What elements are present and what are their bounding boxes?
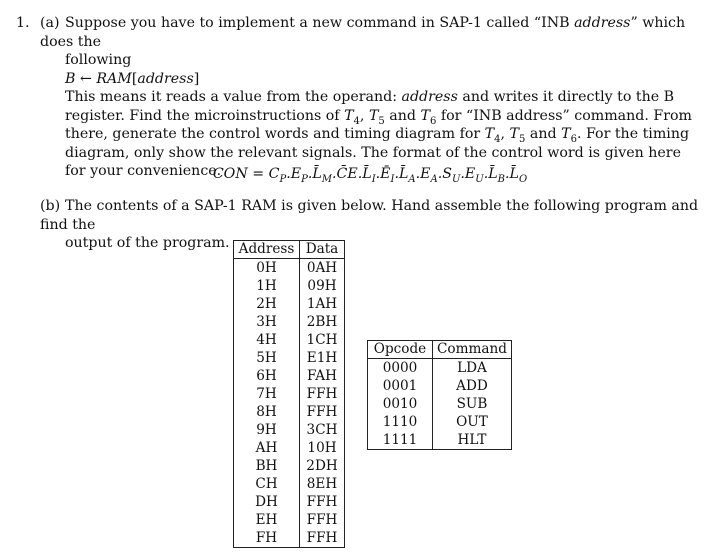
table-row: 1H 09H xyxy=(234,277,345,295)
ram-header-data: Data xyxy=(300,241,345,259)
table-row: EH FFH xyxy=(234,511,345,529)
control-word-format: CON = $C_P.E_P.L̄_M.C̄E.L̄_I.Ē_I.L̄_A.E_A.S_U.E_U.L̄_B.L̄_O$ xyxy=(212,166,528,185)
table-row: FH FFH xyxy=(234,529,345,548)
table-row: DH FFH xyxy=(234,493,345,511)
table-row: BH 2DH xyxy=(234,457,345,475)
table-row: 5H E1H xyxy=(234,349,345,367)
part-a: (a) Suppose you have to implement a new command in SAP-1 called “INB address” which does the following B ← RAM[address] This means it reads a value from the operand: address and writes it directly to the B register. Find the microinstructions of $T_4$, $T_5$ and $T_6$ for “INB address” command. From there, generate the control words and timing diagram for $T_4$, $T_5$ and $T_6$. For the timing diagram, only show the relevant signals. The format of the control word is given here for your convenience. xyxy=(40,14,700,181)
table-row: 0H 0AH xyxy=(234,259,345,278)
table-row: 4H 1CH xyxy=(234,331,345,349)
part-a-paragraph: This means it reads a value from the operand: address and writes it directly to the B register. Find the microinstructions of $T_4$, $T_5$ and $T_6$ for “INB address” command. From there, generate the control words and timing diagram for $T_4$, $T_5$ and $T_6$. For the timing diagram, only show the relevant signals. The format of the control word is given here for your convenience. xyxy=(65,89,692,179)
table-row: 9H 3CH xyxy=(234,421,345,439)
opcode-table xyxy=(367,340,512,450)
table-row: CH 8EH xyxy=(234,475,345,493)
table-row: 7H FFH xyxy=(234,385,345,403)
ram-header-address: Address xyxy=(234,241,300,259)
table-row: 8H FFH xyxy=(234,403,345,421)
table-row: 6H FAH xyxy=(234,367,345,385)
table-row: 0000 LDA xyxy=(368,359,512,378)
table-row: 3H 2BH xyxy=(234,313,345,331)
register-transfer-formula: B ← RAM[address] xyxy=(65,70,200,87)
part-b: (b) The contents of a SAP-1 RAM is given below. Hand assemble the following program and find the output of the program. xyxy=(40,198,699,251)
table-row: 0001 ADD xyxy=(368,377,512,395)
part-a-label: (a) xyxy=(40,15,60,31)
question-number: 1. xyxy=(16,15,30,31)
ram-contents-table xyxy=(233,240,345,548)
table-row: 0010 SUB xyxy=(368,395,512,413)
table-row: AH 10H xyxy=(234,439,345,457)
table-row: 1111 HLT xyxy=(368,431,512,450)
opcode-header: Opcode xyxy=(368,341,433,359)
command-header: Command xyxy=(433,341,512,359)
part-b-label: (b) xyxy=(40,198,61,214)
table-row: 1110 OUT xyxy=(368,413,512,431)
table-row: 2H 1AH xyxy=(234,295,345,313)
